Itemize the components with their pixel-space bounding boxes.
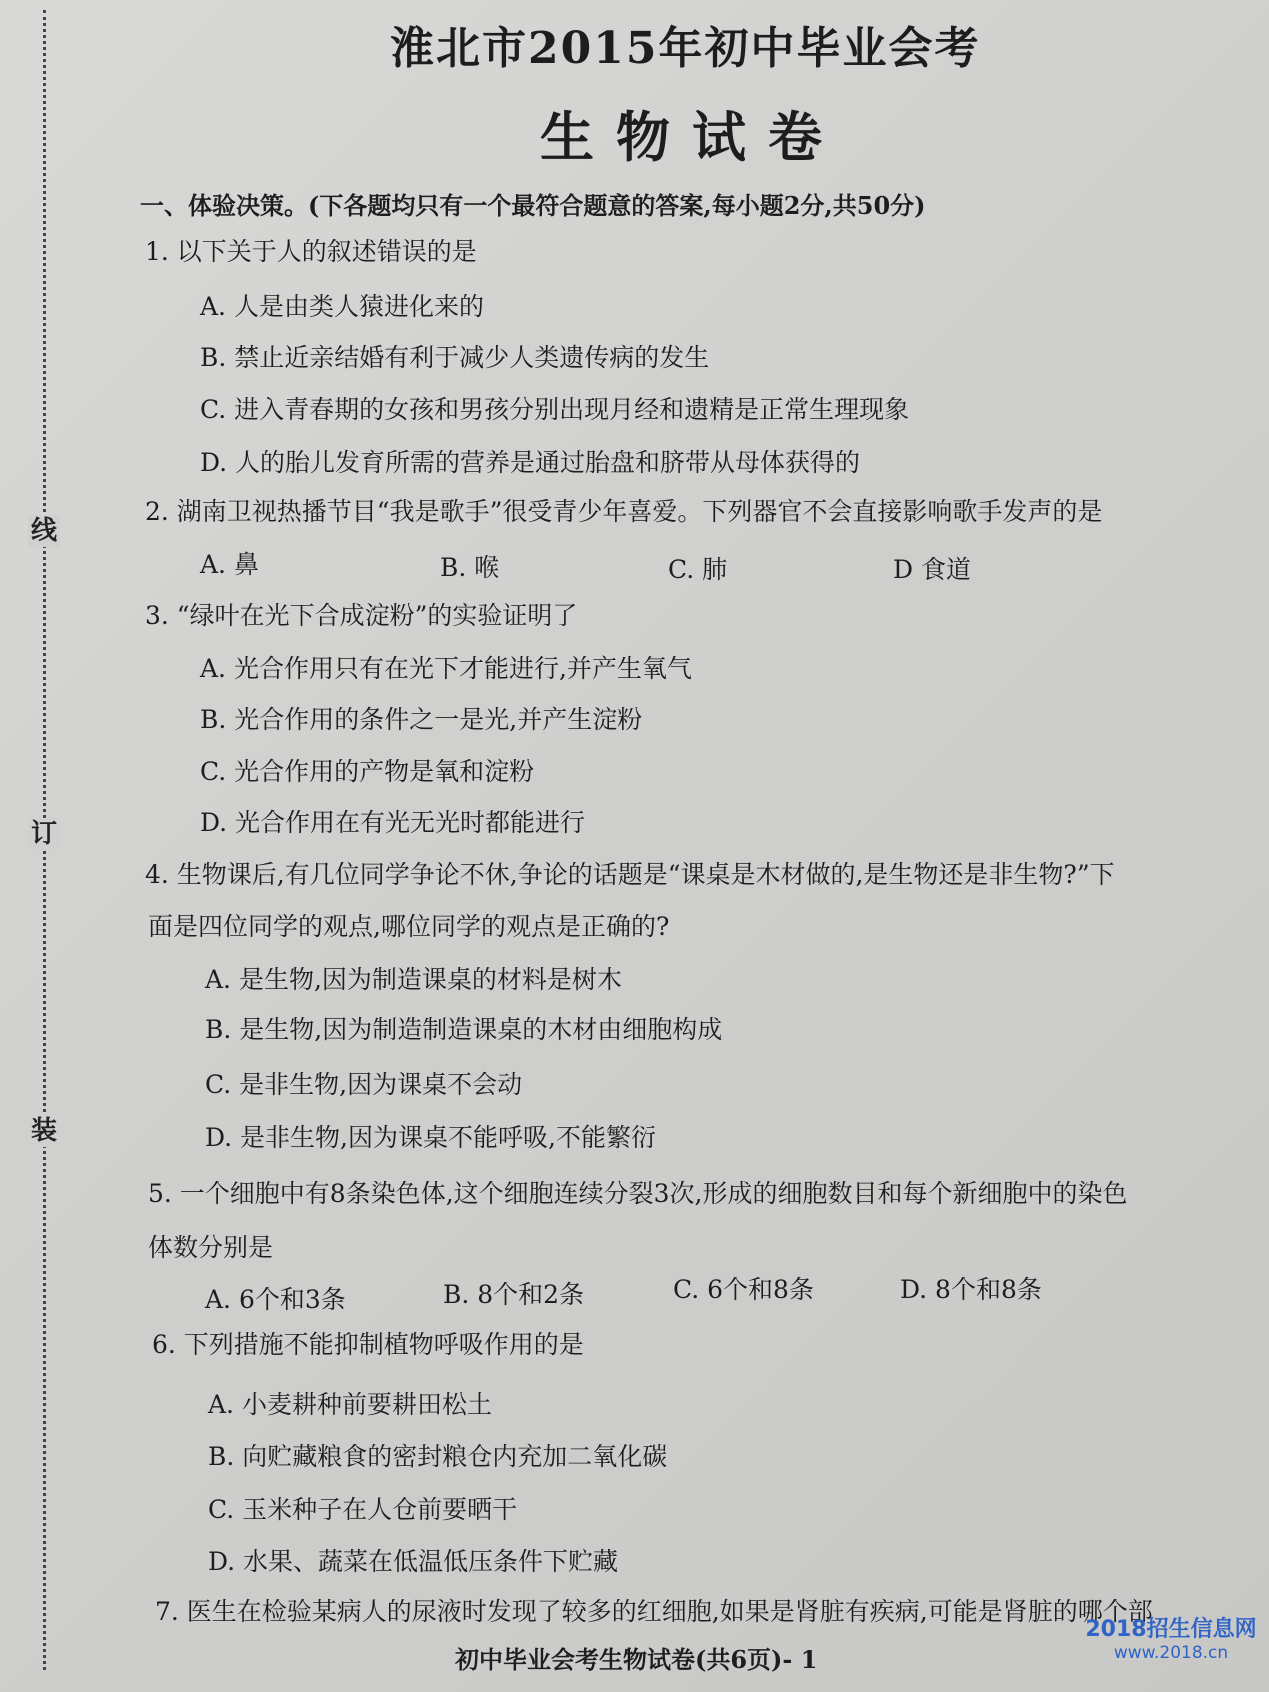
exam-title: 淮北市2015年初中毕业会考 — [390, 23, 981, 74]
question-3-option-c: C. 光合作用的产物是氧和淀粉 — [200, 757, 535, 786]
question-5-option-b: B. 8个和2条 — [443, 1280, 585, 1309]
question-6-option-c: C. 玉米种子在人仓前要晒干 — [208, 1495, 518, 1524]
question-4-stem-line-1: 4. 生物课后,有几位同学争论不休,争论的话题是“课桌是木材做的,是生物还是非生物?”下 — [145, 860, 1115, 889]
question-7-stem: 7. 医生在检验某病人的尿液时发现了较多的红细胞,如果是肾脏有疾病,可能是肾脏的哪个部 — [155, 1597, 1153, 1626]
page-footer: 初中毕业会考生物试卷(共6页)- 1 — [455, 1645, 818, 1674]
question-2-option-d: D 食道 — [893, 555, 971, 584]
question-6-option-a: A. 小麦耕种前要耕田松土 — [208, 1390, 492, 1419]
question-1-option-a: A. 人是由类人猿进化来的 — [200, 292, 484, 321]
question-6-option-d: D. 水果、蔬菜在低温低压条件下贮藏 — [208, 1547, 619, 1576]
question-3-option-a: A. 光合作用只有在光下才能进行,并产生氧气 — [200, 654, 692, 683]
question-6-option-b: B. 向贮藏粮食的密封粮仓内充加二氧化碳 — [208, 1442, 668, 1471]
question-4-option-b: B. 是生物,因为制造制造课桌的木材由细胞构成 — [205, 1015, 723, 1044]
question-3-stem: 3. “绿叶在光下合成淀粉”的实验证明了 — [145, 601, 578, 630]
binding-label-xian: 线 — [28, 515, 60, 547]
question-2-option-a: A. 鼻 — [200, 550, 259, 579]
question-5-option-d: D. 8个和8条 — [900, 1275, 1042, 1304]
question-4-option-a: A. 是生物,因为制造课桌的材料是树木 — [205, 965, 622, 994]
question-6-stem: 6. 下列措施不能抑制植物呼吸作用的是 — [152, 1330, 584, 1359]
section-heading: 一、体验决策。(下各题均只有一个最符合题意的答案,每小题2分,共50分) — [140, 191, 926, 220]
question-4-option-d: D. 是非生物,因为课桌不能呼吸,不能繁衍 — [205, 1123, 656, 1152]
exam-subtitle: 生物试卷 — [540, 105, 844, 169]
question-4-stem-line-2: 面是四位同学的观点,哪位同学的观点是正确的? — [148, 912, 670, 941]
question-1-option-c: C. 进入青春期的女孩和男孩分别出现月经和遗精是正常生理现象 — [200, 395, 910, 424]
question-1-option-b: B. 禁止近亲结婚有利于减少人类遗传病的发生 — [200, 343, 710, 372]
question-4-option-c: C. 是非生物,因为课桌不会动 — [205, 1070, 523, 1099]
site-watermark — [1075, 1612, 1267, 1663]
watermark-url: www.2018.cn — [1113, 1643, 1229, 1663]
question-1-option-d: D. 人的胎儿发育所需的营养是通过胎盘和脐带从母体获得的 — [200, 448, 861, 477]
binding-label-ding: 订 — [28, 818, 60, 850]
question-3-option-b: B. 光合作用的条件之一是光,并产生淀粉 — [200, 705, 643, 734]
question-5-option-a: A. 6个和3条 — [205, 1285, 346, 1314]
question-3-option-d: D. 光合作用在有光无光时都能进行 — [200, 808, 586, 837]
question-5-stem-line-2: 体数分别是 — [148, 1233, 274, 1262]
watermark-site-name: 2018招生信息网 — [1085, 1617, 1257, 1642]
question-2-stem: 2. 湖南卫视热播节目“我是歌手”很受青少年喜爱。下列器官不会直接影响歌手发声的是 — [145, 497, 1103, 526]
question-1-stem: 1. 以下关于人的叙述错误的是 — [145, 237, 477, 266]
question-2-option-b: B. 喉 — [440, 553, 500, 582]
question-5-stem-line-1: 5. 一个细胞中有8条染色体,这个细胞连续分裂3次,形成的细胞数目和每个新细胞中的染色 — [148, 1179, 1128, 1208]
question-2-option-c: C. 肺 — [668, 555, 728, 584]
question-5-option-c: C. 6个和8条 — [673, 1275, 814, 1304]
binding-label-zhuang: 装 — [28, 1115, 60, 1147]
